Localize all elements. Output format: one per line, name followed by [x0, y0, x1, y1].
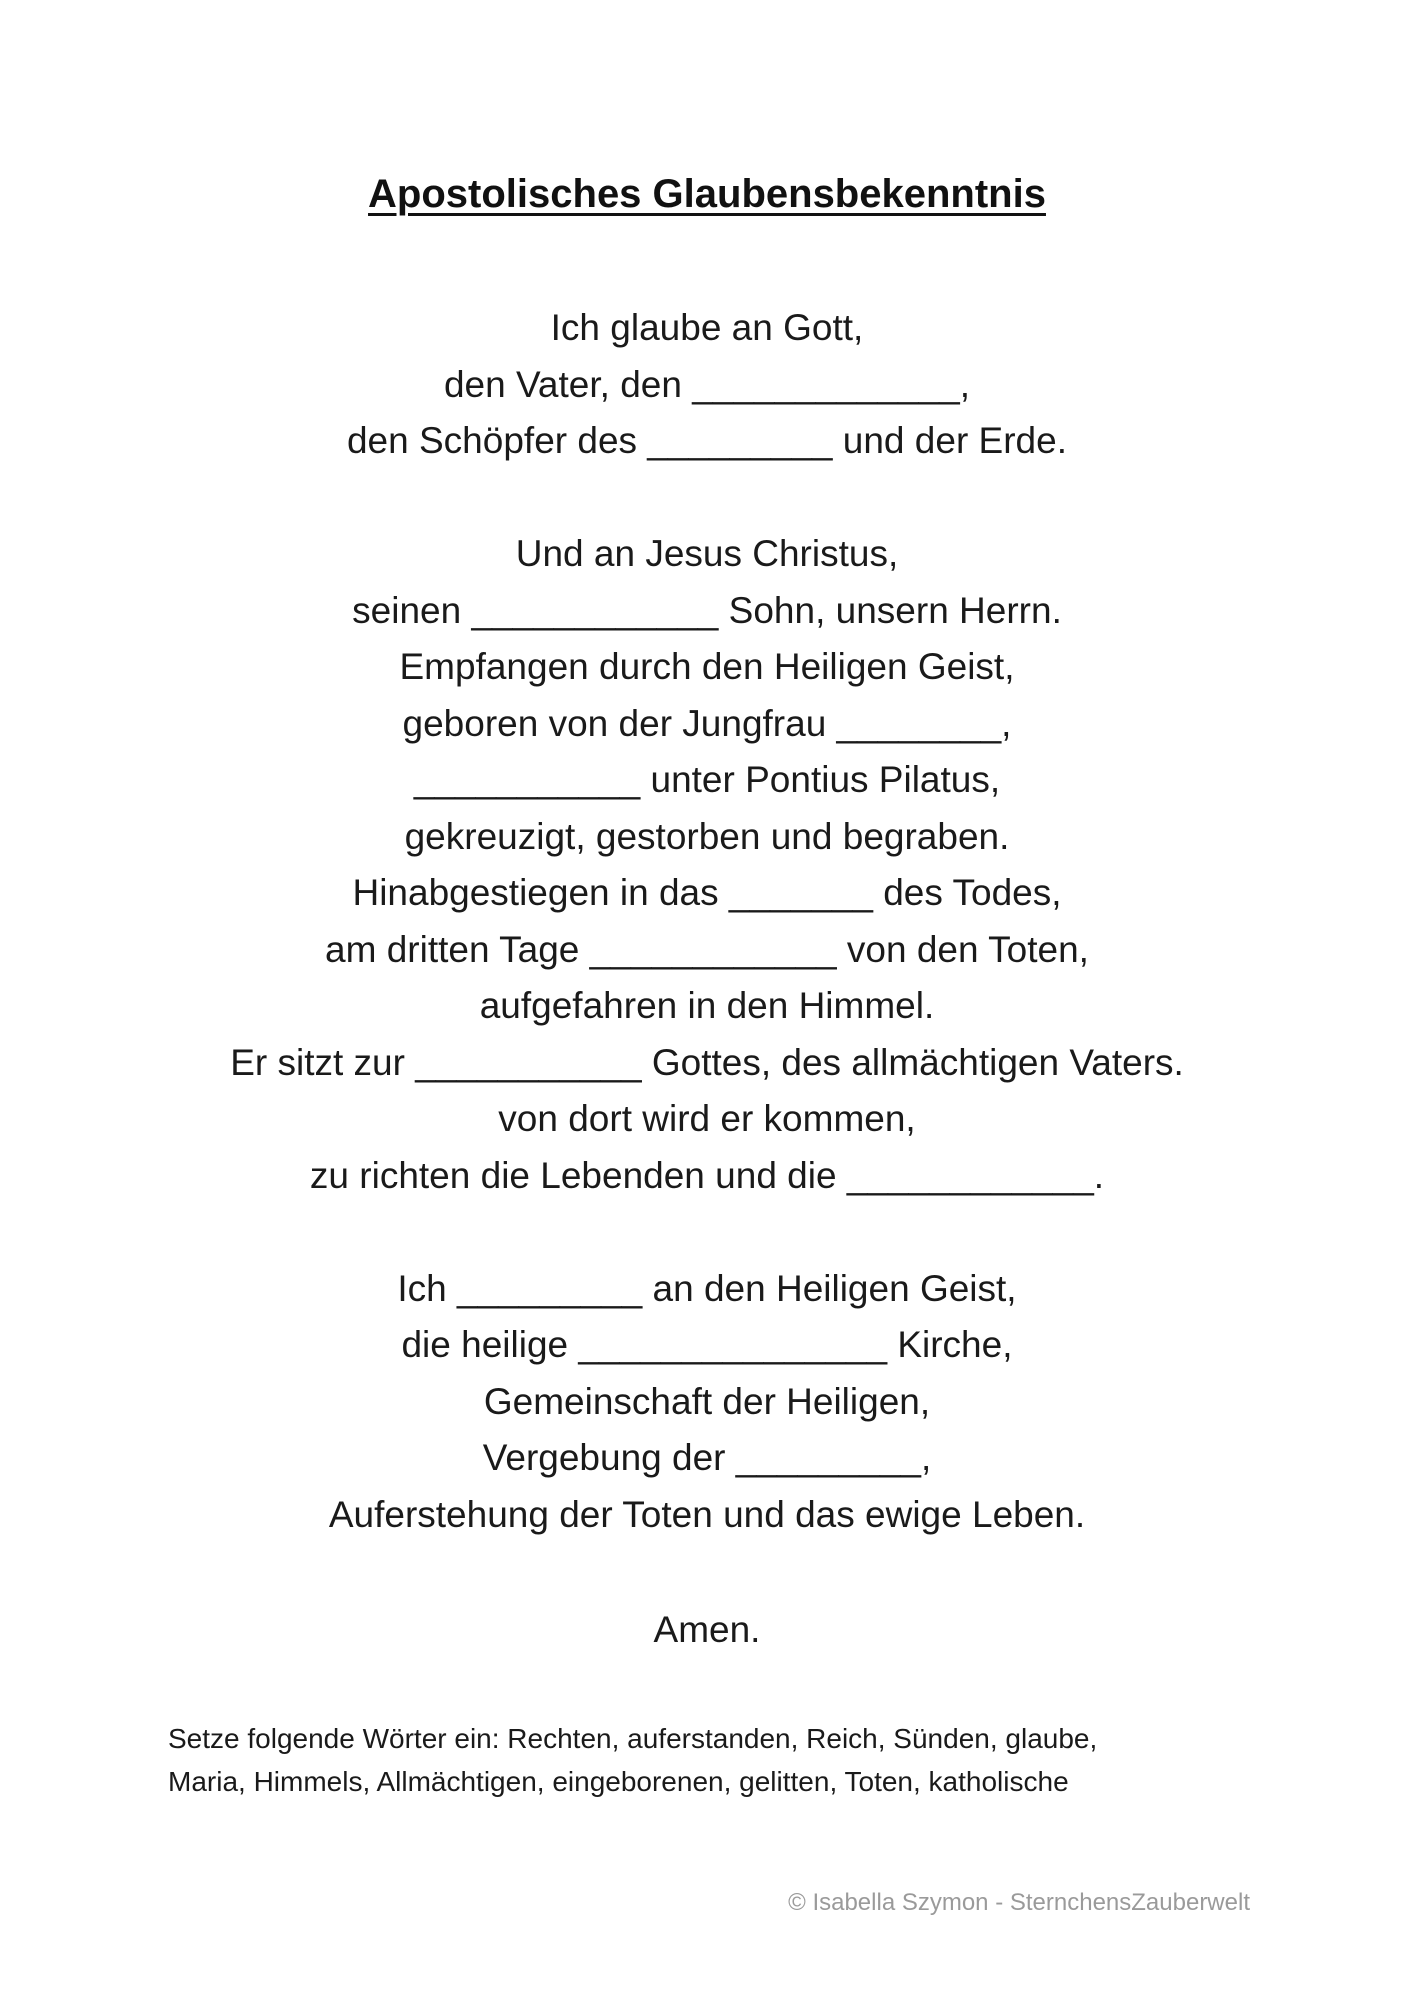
creed-line: Gemeinschaft der Heiligen,: [483, 1380, 931, 1422]
creed-line: ___________ unter Pontius Pilatus,: [413, 759, 1001, 800]
instruction-line: Setze folgende Wörter ein: Rechten, auferstanden, Reich, Sünden, glaube,: [168, 1723, 1098, 1754]
creed-line: den Schöpfer des _________ und der Erde.: [346, 420, 1067, 461]
stanza-1: [0, 300, 1414, 470]
creed-text: [0, 300, 1414, 1600]
creed-line: Empfangen durch den Heiligen Geist,: [399, 646, 1015, 687]
creed-line: Er sitzt zur ___________ Gottes, des allmächtigen Vaters.: [230, 1041, 1184, 1083]
creed-line: die heilige _______________ Kirche,: [401, 1324, 1013, 1365]
creed-line: aufgefahren in den Himmel.: [479, 985, 935, 1026]
page-title: Apostolisches Glaubensbekenntnis: [368, 172, 1046, 216]
creed-line: am dritten Tage ____________ von den Toten,: [325, 928, 1089, 970]
word-bank-instruction: [168, 1717, 1268, 1803]
creed-line: gekreuzigt, gestorben und begraben.: [404, 815, 1010, 857]
creed-line: Ich glaube an Gott,: [550, 307, 864, 348]
stanza-3: [0, 1261, 1414, 1544]
stanza-2: [0, 526, 1414, 1204]
amen-line: Amen.: [653, 1609, 761, 1650]
creed-line: Hinabgestiegen in das _______ des Todes,: [352, 872, 1062, 913]
copyright-notice: © Isabella Szymon - SternchensZauberwelt: [788, 1889, 1250, 1916]
creed-line: seinen ____________ Sohn, unsern Herrn.: [352, 589, 1062, 631]
instruction-line: Maria, Himmels, Allmächtigen, eingeborenen, gelitten, Toten, katholische: [168, 1766, 1069, 1797]
creed-line: Vergebung der _________,: [482, 1437, 932, 1478]
creed-line: zu richten die Lebenden und die ____________.: [309, 1154, 1105, 1196]
creed-line: von dort wird er kommen,: [498, 1098, 916, 1139]
creed-line: geboren von der Jungfrau ________,: [402, 702, 1012, 744]
creed-line: Auferstehung der Toten und das ewige Leben.: [328, 1493, 1086, 1535]
creed-line: Ich _________ an den Heiligen Geist,: [397, 1267, 1017, 1309]
creed-line: Und an Jesus Christus,: [515, 533, 899, 574]
creed-line: den Vater, den _____________,: [443, 363, 971, 405]
